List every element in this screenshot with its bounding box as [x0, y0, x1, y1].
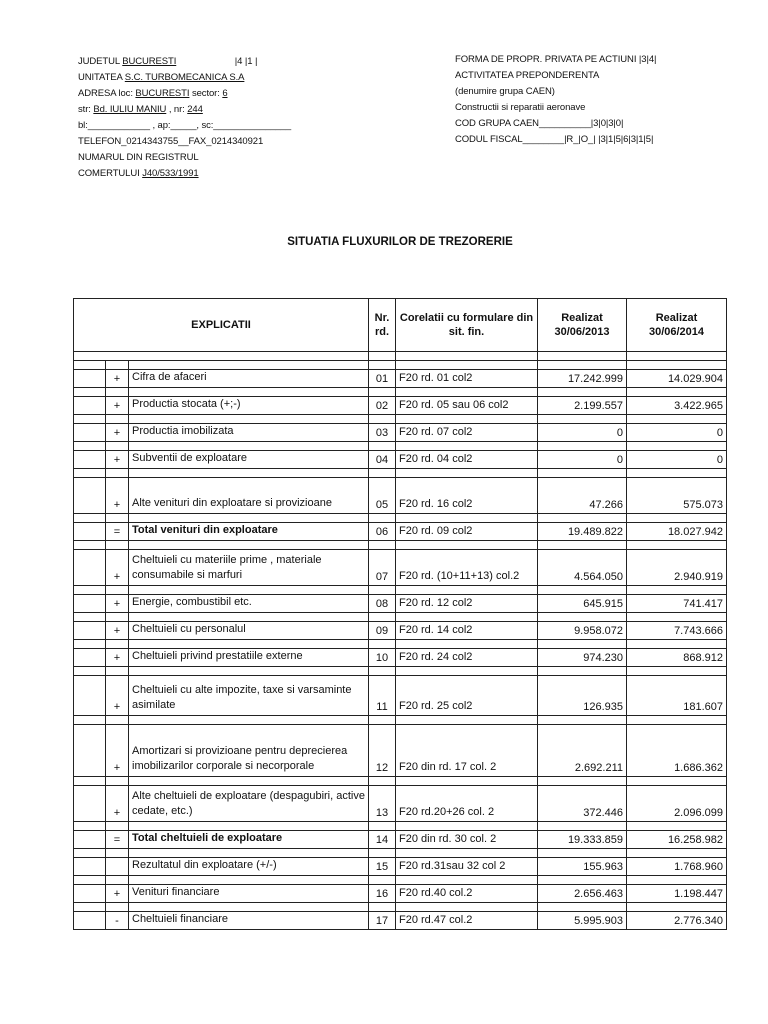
- row-nr: 06: [369, 523, 396, 541]
- indent-cell: [74, 858, 106, 876]
- row-value-2014: 14.029.904: [627, 370, 727, 388]
- row-sign: +: [106, 786, 129, 822]
- row-label: Cheltuieli cu personalul: [129, 622, 369, 640]
- judet-code: |4 |1 |: [234, 56, 258, 67]
- row-label: Cifra de afaceri: [129, 370, 369, 388]
- nr-label: , nr:: [168, 104, 185, 115]
- indent-cell: [74, 370, 106, 388]
- judet-line: [78, 54, 398, 70]
- row-nr: 11: [369, 676, 396, 716]
- row-value-2013: 2.692.211: [538, 725, 627, 777]
- row-label: Productia stocata (+;-): [129, 397, 369, 415]
- row-corel: F20 rd. 24 col2: [396, 649, 538, 667]
- table-row: [74, 595, 727, 613]
- row-sign: +: [106, 622, 129, 640]
- row-corel: F20 rd.20+26 col. 2: [396, 786, 538, 822]
- row-value-2014: 1.768.960: [627, 858, 727, 876]
- str-value: Bd. IULIU MANIU: [93, 104, 167, 115]
- row-value-2014: 0: [627, 424, 727, 442]
- unitatea-label: UNITATEA: [78, 72, 123, 83]
- row-sign: +: [106, 676, 129, 716]
- row-label: Total venituri din exploatare: [129, 523, 369, 541]
- activ-line: ACTIVITATEA PREPONDERENTA: [455, 70, 600, 81]
- indent-cell: [74, 451, 106, 469]
- table-body: [74, 361, 727, 930]
- page-title: SITUATIA FLUXURILOR DE TREZORERIE: [287, 236, 513, 248]
- indent-cell: [74, 885, 106, 903]
- row-label: Venituri financiare: [129, 885, 369, 903]
- comert-line: [78, 166, 398, 182]
- spacer-row: [74, 586, 727, 595]
- cod-caen-line: COD GRUPA CAEN__________|3|0|3|0|: [455, 118, 624, 129]
- row-corel: F20 rd. 16 col2: [396, 478, 538, 514]
- row-corel: F20 rd. 14 col2: [396, 622, 538, 640]
- spacer-row: [74, 361, 727, 370]
- indent-cell: [74, 424, 106, 442]
- row-value-2014: 181.607: [627, 676, 727, 716]
- judet-label: JUDETUL: [78, 56, 120, 67]
- row-corel: F20 rd.47 col.2: [396, 912, 538, 930]
- row-label: Cheltuieli cu materiile prime , materiale consumabile si marfuri: [129, 550, 369, 586]
- indent-cell: [74, 649, 106, 667]
- row-sign: -: [106, 912, 129, 930]
- row-sign: +: [106, 370, 129, 388]
- col-2014: Realizat 30/06/2014: [627, 299, 727, 352]
- table-row: [74, 424, 727, 442]
- bl-line: bl:____________ , ap:_____, sc:_______________: [78, 120, 292, 131]
- row-nr: 07: [369, 550, 396, 586]
- table-row: [74, 912, 727, 930]
- forma-line: [455, 52, 755, 68]
- table-row: [74, 397, 727, 415]
- row-label: Cheltuieli cu alte impozite, taxe si varsaminte asimilate: [129, 676, 369, 716]
- row-sign: +: [106, 595, 129, 613]
- table-row: [74, 786, 727, 822]
- cashflow-table: [73, 298, 727, 930]
- table-row: [74, 451, 727, 469]
- table-header-row: [74, 299, 727, 352]
- row-value-2013: 2.656.463: [538, 885, 627, 903]
- row-corel: F20 din rd. 30 col. 2: [396, 831, 538, 849]
- row-value-2013: 47.266: [538, 478, 627, 514]
- spacer-row: [74, 442, 727, 451]
- row-sign: +: [106, 478, 129, 514]
- telefon-line: TELEFON_0214343755__FAX_0214340921: [78, 136, 264, 147]
- nr-reg-line: NUMARUL DIN REGISTRUL: [78, 152, 199, 163]
- row-label: Subventii de exploatare: [129, 451, 369, 469]
- table-row: [74, 622, 727, 640]
- judet-value: BUCURESTI: [122, 56, 177, 67]
- row-corel: F20 rd. 04 col2: [396, 451, 538, 469]
- indent-cell: [74, 622, 106, 640]
- spacer-row: [74, 469, 727, 478]
- row-value-2014: 741.417: [627, 595, 727, 613]
- indent-cell: [74, 831, 106, 849]
- table-row: [74, 676, 727, 716]
- table-row: [74, 885, 727, 903]
- row-label: Cheltuieli privind prestatiile externe: [129, 649, 369, 667]
- row-value-2014: 868.912: [627, 649, 727, 667]
- row-nr: 03: [369, 424, 396, 442]
- row-nr: 17: [369, 912, 396, 930]
- row-value-2013: 0: [538, 451, 627, 469]
- row-nr: 04: [369, 451, 396, 469]
- table-row: [74, 523, 727, 541]
- row-value-2013: 4.564.050: [538, 550, 627, 586]
- row-sign: =: [106, 831, 129, 849]
- str-line: [78, 102, 398, 118]
- table-row: [74, 831, 727, 849]
- row-sign: +: [106, 725, 129, 777]
- row-nr: 10: [369, 649, 396, 667]
- row-corel: F20 rd. 01 col2: [396, 370, 538, 388]
- row-value-2014: 18.027.942: [627, 523, 727, 541]
- spacer-row: [74, 415, 727, 424]
- header-left: [78, 54, 398, 182]
- row-value-2014: 2.940.919: [627, 550, 727, 586]
- row-sign: +: [106, 424, 129, 442]
- col-corel: Corelatii cu formulare din sit. fin.: [396, 299, 538, 352]
- spacer-row: [74, 876, 727, 885]
- row-nr: 16: [369, 885, 396, 903]
- row-label: Amortizari si provizioane pentru deprecierea imobilizarilor corporale si necorporale: [129, 725, 369, 777]
- row-value-2013: 155.963: [538, 858, 627, 876]
- row-value-2013: 19.489.822: [538, 523, 627, 541]
- indent-cell: [74, 550, 106, 586]
- row-corel: F20 rd. 25 col2: [396, 676, 538, 716]
- row-corel: F20 rd. 09 col2: [396, 523, 538, 541]
- indent-cell: [74, 478, 106, 514]
- spacer-row: [74, 388, 727, 397]
- row-corel: F20 rd. 07 col2: [396, 424, 538, 442]
- row-value-2013: 17.242.999: [538, 370, 627, 388]
- row-sign: +: [106, 550, 129, 586]
- table-row: [74, 478, 727, 514]
- forma-label: FORMA DE PROPR. PRIVATA PE ACTIUNI: [455, 54, 637, 65]
- str-label: str:: [78, 104, 91, 115]
- spacer-row: [74, 822, 727, 831]
- spacer-row: [74, 777, 727, 786]
- row-value-2013: 372.446: [538, 786, 627, 822]
- adresa-line: [78, 86, 398, 102]
- spacer-row: [74, 640, 727, 649]
- row-label: Productia imobilizata: [129, 424, 369, 442]
- indent-cell: [74, 912, 106, 930]
- indent-cell: [74, 397, 106, 415]
- spacer-row: [74, 716, 727, 725]
- row-sign: =: [106, 523, 129, 541]
- row-nr: 13: [369, 786, 396, 822]
- table-row: [74, 725, 727, 777]
- denumire-line: (denumire grupa CAEN): [455, 86, 555, 97]
- forma-code: |3|4|: [638, 54, 657, 65]
- spacer-row: [74, 667, 727, 676]
- unitatea-line: [78, 70, 398, 86]
- row-corel: F20 rd. 12 col2: [396, 595, 538, 613]
- row-value-2014: 1.198.447: [627, 885, 727, 903]
- comert-label: COMERTULUI: [78, 168, 140, 179]
- row-value-2013: 974.230: [538, 649, 627, 667]
- col-explicatii: EXPLICATII: [74, 299, 369, 352]
- row-corel: F20 rd.31sau 32 col 2: [396, 858, 538, 876]
- constr-line: Constructii si reparatii aeronave: [455, 102, 586, 113]
- comert-value: J40/533/1991: [142, 168, 199, 179]
- row-sign: +: [106, 397, 129, 415]
- row-corel: F20 rd. (10+11+13) col.2: [396, 550, 538, 586]
- row-value-2013: 19.333.859: [538, 831, 627, 849]
- row-value-2013: 5.995.903: [538, 912, 627, 930]
- row-nr: 12: [369, 725, 396, 777]
- table-row: [74, 858, 727, 876]
- sector-label: sector:: [191, 88, 220, 99]
- table-row: [74, 649, 727, 667]
- spacer-row: [74, 514, 727, 523]
- indent-cell: [74, 595, 106, 613]
- row-value-2014: 1.686.362: [627, 725, 727, 777]
- spacer-row: [74, 849, 727, 858]
- row-nr: 05: [369, 478, 396, 514]
- row-label: Alte cheltuieli de exploatare (despagubiri, active cedate, etc.): [129, 786, 369, 822]
- row-corel: F20 rd. 05 sau 06 col2: [396, 397, 538, 415]
- adresa-value: BUCURESTI: [135, 88, 190, 99]
- indent-cell: [74, 676, 106, 716]
- spacer-row: [74, 541, 727, 550]
- spacer-row: [74, 352, 727, 361]
- col-nr: Nr. rd.: [369, 299, 396, 352]
- row-value-2013: 126.935: [538, 676, 627, 716]
- row-corel: F20 din rd. 17 col. 2: [396, 725, 538, 777]
- spacer-row: [74, 613, 727, 622]
- table-row: [74, 370, 727, 388]
- header-right: [455, 52, 755, 148]
- row-nr: 15: [369, 858, 396, 876]
- indent-cell: [74, 523, 106, 541]
- nr-value: 244: [187, 104, 203, 115]
- row-value-2013: 9.958.072: [538, 622, 627, 640]
- row-nr: 09: [369, 622, 396, 640]
- cod-fiscal-line: CODUL FISCAL________|R_|O_| |3|1|5|6|3|1|5|: [455, 134, 654, 145]
- row-sign: +: [106, 451, 129, 469]
- table-row: [74, 550, 727, 586]
- row-label: Energie, combustibil etc.: [129, 595, 369, 613]
- row-sign: [106, 858, 129, 876]
- row-value-2014: 3.422.965: [627, 397, 727, 415]
- row-value-2014: 2.096.099: [627, 786, 727, 822]
- row-label: Total cheltuieli de exploatare: [129, 831, 369, 849]
- row-value-2013: 0: [538, 424, 627, 442]
- row-label: Cheltuieli financiare: [129, 912, 369, 930]
- indent-cell: [74, 786, 106, 822]
- sector-value: 6: [222, 88, 228, 99]
- row-value-2014: 575.073: [627, 478, 727, 514]
- row-nr: 01: [369, 370, 396, 388]
- row-nr: 14: [369, 831, 396, 849]
- row-corel: F20 rd.40 col.2: [396, 885, 538, 903]
- row-value-2013: 645.915: [538, 595, 627, 613]
- row-value-2014: 16.258.982: [627, 831, 727, 849]
- row-sign: +: [106, 885, 129, 903]
- row-value-2013: 2.199.557: [538, 397, 627, 415]
- row-value-2014: 2.776.340: [627, 912, 727, 930]
- row-nr: 08: [369, 595, 396, 613]
- spacer-row: [74, 903, 727, 912]
- row-label: Rezultatul din exploatare (+/-): [129, 858, 369, 876]
- unitatea-value: S.C. TURBOMECANICA S.A: [124, 72, 245, 83]
- row-value-2014: 7.743.666: [627, 622, 727, 640]
- row-value-2014: 0: [627, 451, 727, 469]
- row-sign: +: [106, 649, 129, 667]
- indent-cell: [74, 725, 106, 777]
- row-nr: 02: [369, 397, 396, 415]
- adresa-label: ADRESA loc:: [78, 88, 133, 99]
- row-label: Alte venituri din exploatare si provizioane: [129, 478, 369, 514]
- col-2013: Realizat 30/06/2013: [538, 299, 627, 352]
